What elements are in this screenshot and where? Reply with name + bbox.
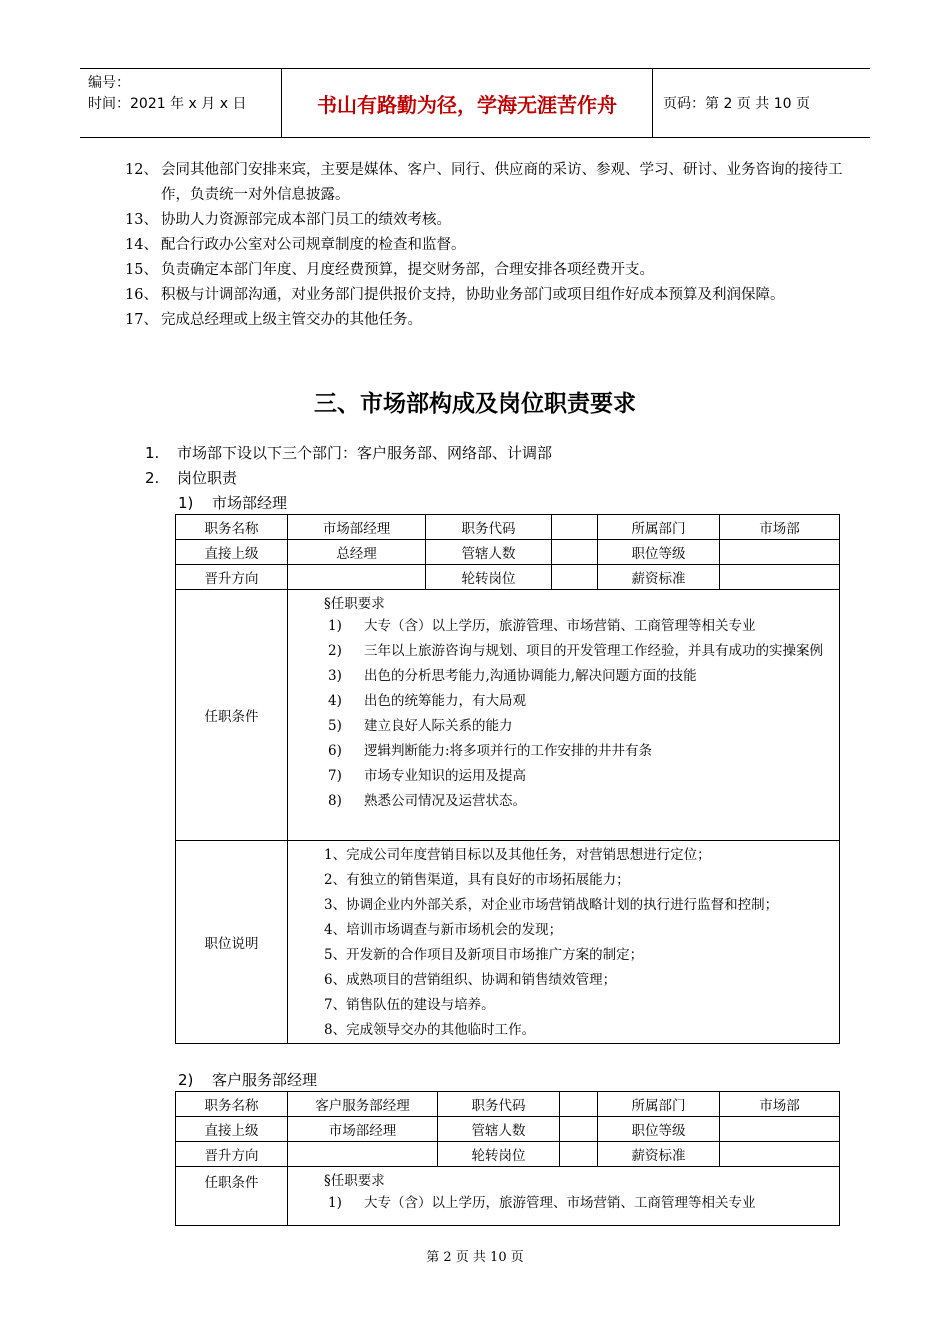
duty-item <box>125 258 845 283</box>
requirement-item <box>288 664 839 689</box>
requirement-text: 出色的分析思考能力,沟通协调能力,解决问题方面的技能 <box>364 668 697 684</box>
duty-number: 17、 <box>125 312 158 328</box>
requirement-text: 建立良好人际关系的能力 <box>364 718 513 734</box>
description-item: 3、协调企业内外部关系，对企业市场营销战略计划的执行进行监督和控制； <box>324 897 779 913</box>
duty-item <box>125 158 845 208</box>
description-item: 6、成熟项目的营销组织、协调和销售绩效管理； <box>324 972 617 988</box>
requirement-number: 2) <box>328 643 342 659</box>
value-cell <box>552 515 598 540</box>
label-cell: 所属部门 <box>598 1092 720 1117</box>
duty-item <box>125 283 845 308</box>
page-header <box>80 68 870 138</box>
list-number: 1. <box>145 444 160 462</box>
value-cell: 总经理 <box>288 540 426 565</box>
duty-text: 积极与计调部沟通，对业务部门提供报价支持，协助业务部门或项目组作好成本预算及利润保障。 <box>161 287 785 303</box>
value-cell: 市场部 <box>720 515 840 540</box>
requirement-text: 大专（含）以上学历，旅游管理、市场营销、工商管理等相关专业 <box>364 1195 756 1211</box>
header-page-number: 页码：第 2 页 共 10 页 <box>663 96 810 112</box>
requirements-cell <box>288 1167 840 1226</box>
list-item <box>145 442 552 463</box>
label-cell: 所属部门 <box>598 515 720 540</box>
requirement-text: 逻辑判断能力:将多项并行的工作安排的井井有条 <box>364 743 653 759</box>
duty-text: 负责确定本部门年度、月度经费预算，提交财务部，合理安排各项经费开支。 <box>161 262 654 278</box>
duty-text: 配合行政办公室对公司规章制度的检查和监督。 <box>161 237 466 253</box>
value-cell <box>552 565 598 590</box>
label-cell: 职务代码 <box>438 1092 560 1117</box>
duty-text: 协助人力资源部完成本部门员工的绩效考核。 <box>161 212 451 228</box>
requirement-item <box>288 689 839 714</box>
value-cell <box>720 565 840 590</box>
value-cell: 市场部经理 <box>288 1117 438 1142</box>
label-cell: 职务名称 <box>176 1092 288 1117</box>
value-cell: 市场部 <box>720 1092 840 1117</box>
table-row <box>176 540 840 565</box>
label-cell: 薪资标准 <box>598 1142 720 1167</box>
label-cell: 晋升方向 <box>176 565 288 590</box>
duty-item <box>125 308 845 333</box>
requirement-item <box>288 614 839 639</box>
description-item: 1、完成公司年度营销目标以及其他任务，对营销思想进行定位； <box>324 847 711 863</box>
requirement-item <box>288 714 839 739</box>
table-row <box>176 590 840 841</box>
subsection-number: 1) <box>178 494 194 512</box>
label-cell: 职位说明 <box>176 841 288 1044</box>
requirements-cell <box>288 590 840 841</box>
subsection-number: 2) <box>178 1071 194 1089</box>
requirement-item <box>288 639 839 664</box>
value-cell <box>560 1142 598 1167</box>
duty-list <box>125 158 845 333</box>
requirement-number: 1) <box>328 618 342 634</box>
label-cell: 轮转岗位 <box>426 565 552 590</box>
description-item: 7、销售队伍的建设与培养。 <box>324 997 495 1013</box>
requirement-text: 市场专业知识的运用及提高 <box>364 768 526 784</box>
table-row <box>176 841 840 1044</box>
value-cell <box>720 1117 840 1142</box>
description-cell <box>288 841 840 1044</box>
value-cell <box>720 540 840 565</box>
duty-number: 12、 <box>125 162 158 178</box>
description-item: 8、完成领导交办的其他临时工作。 <box>324 1022 536 1038</box>
requirement-text: 大专（含）以上学历，旅游管理、市场营销、工商管理等相关专业 <box>364 618 756 634</box>
requirement-item <box>288 739 839 764</box>
description-item: 4、培训市场调查与新市场机会的发现； <box>324 922 563 938</box>
requirement-number: 3) <box>328 668 342 684</box>
header-motto: 书山有路勤为径，学海无涯苦作舟 <box>282 69 653 137</box>
label-cell: 直接上级 <box>176 1117 288 1142</box>
label-cell: 任职条件 <box>176 1167 288 1226</box>
header-left <box>80 69 282 137</box>
label-cell: 轮转岗位 <box>438 1142 560 1167</box>
label-cell: 职位等级 <box>598 540 720 565</box>
requirement-number: 8) <box>328 793 342 809</box>
table-row <box>176 1117 840 1142</box>
table-row <box>176 565 840 590</box>
duty-number: 16、 <box>125 287 158 303</box>
table-row <box>176 1142 840 1167</box>
subsection-text: 市场部经理 <box>212 494 288 512</box>
page-footer: 第 2 页 共 10 页 <box>426 1250 524 1265</box>
label-cell: 职务名称 <box>176 515 288 540</box>
value-cell <box>552 540 598 565</box>
subsection-heading <box>178 1069 317 1090</box>
duty-number: 14、 <box>125 237 158 253</box>
duty-number: 13、 <box>125 212 158 228</box>
duty-item <box>125 208 845 233</box>
list-text: 市场部下设以下三个部门：客户服务部、网络部、计调部 <box>177 444 553 462</box>
label-cell: 管辖人数 <box>438 1117 560 1142</box>
value-cell <box>560 1117 598 1142</box>
label-cell: 职务代码 <box>426 515 552 540</box>
requirement-number: 6) <box>328 743 342 759</box>
description-item: 5、开发新的合作项目及新项目市场推广方案的制定； <box>324 947 644 963</box>
duty-number: 15、 <box>125 262 158 278</box>
label-cell: 任职条件 <box>176 590 288 841</box>
table-row <box>176 515 840 540</box>
value-cell <box>288 1142 438 1167</box>
table-row <box>176 1167 840 1226</box>
list-item <box>145 467 237 488</box>
label-cell: 职位等级 <box>598 1117 720 1142</box>
label-cell: 晋升方向 <box>176 1142 288 1167</box>
value-cell: 市场部经理 <box>288 515 426 540</box>
requirements-heading: §任职要求 <box>324 596 385 612</box>
label-cell: 薪资标准 <box>598 565 720 590</box>
requirement-number: 1) <box>328 1195 342 1211</box>
duty-item <box>125 233 845 258</box>
job-table-customer-service-manager <box>175 1091 840 1226</box>
list-text: 岗位职责 <box>177 469 238 487</box>
description-item: 2、有独立的销售渠道，具有良好的市场拓展能力； <box>324 872 630 888</box>
requirement-item <box>288 789 839 814</box>
duty-text: 会同其他部门安排来宾，主要是媒体、客户、同行、供应商的采访、参观、学习、研讨、业务咨询的接待工作，负责统一对外信息披露。 <box>161 162 843 203</box>
value-cell <box>560 1092 598 1117</box>
requirement-text: 出色的统筹能力，有大局观 <box>364 693 526 709</box>
subsection-heading <box>178 492 287 513</box>
code-label: 编号： <box>88 75 130 91</box>
value-cell: 客户服务部经理 <box>288 1092 438 1117</box>
requirement-item <box>288 764 839 789</box>
list-number: 2. <box>145 469 160 487</box>
requirement-text: 熟悉公司情况及运营状态。 <box>364 793 526 809</box>
requirements-heading: §任职要求 <box>324 1173 385 1189</box>
section-title: 三、市场部构成及岗位职责要求 <box>314 390 636 417</box>
subsection-text: 客户服务部经理 <box>212 1071 318 1089</box>
requirement-number: 4) <box>328 693 342 709</box>
table-row <box>176 1092 840 1117</box>
requirement-number: 5) <box>328 718 342 734</box>
requirement-text: 三年以上旅游咨询与规划、项目的开发管理工作经验，并具有成功的实操案例 <box>364 643 823 659</box>
label-cell: 管辖人数 <box>426 540 552 565</box>
time-label: 时间：2021 年 x 月 x 日 <box>88 96 247 112</box>
duty-text: 完成总经理或上级主管交办的其他任务。 <box>161 312 422 328</box>
requirement-item <box>288 1191 839 1216</box>
requirement-number: 7) <box>328 768 342 784</box>
job-table-marketing-manager <box>175 514 840 1044</box>
value-cell <box>720 1142 840 1167</box>
label-cell: 直接上级 <box>176 540 288 565</box>
value-cell <box>288 565 426 590</box>
